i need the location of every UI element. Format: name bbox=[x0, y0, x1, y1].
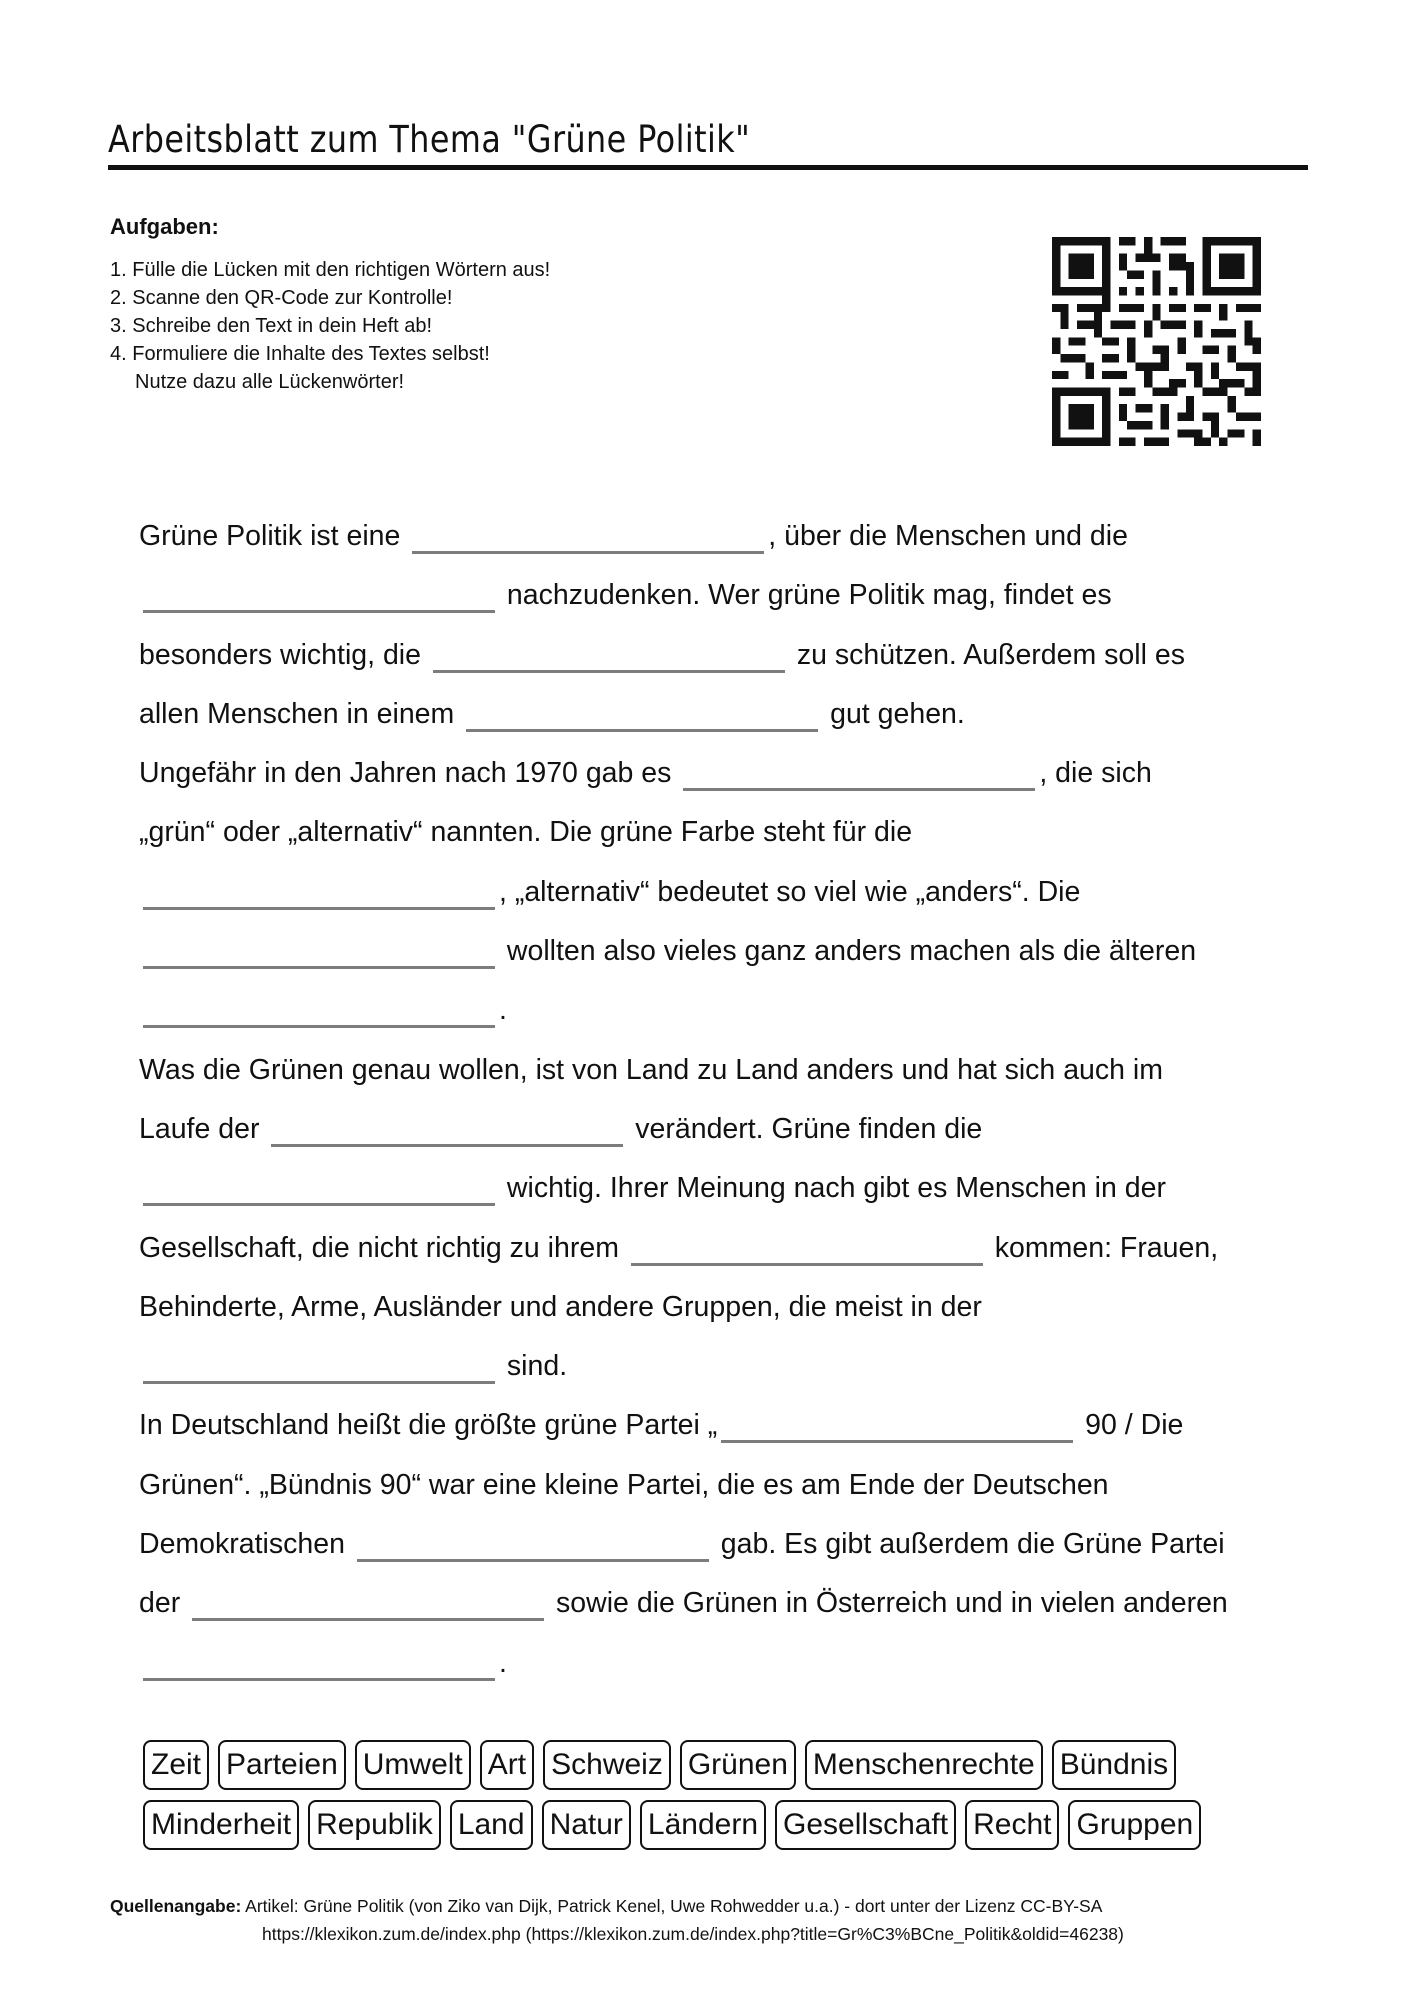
cloze-line bbox=[139, 863, 1319, 922]
blank-field[interactable] bbox=[143, 576, 495, 613]
cloze-line bbox=[139, 1574, 1319, 1633]
blank-field[interactable] bbox=[143, 873, 495, 910]
cloze-text-segment: In Deutschland heißt die größte grüne Partei „ bbox=[139, 1409, 718, 1442]
cloze-text-segment: . bbox=[499, 1646, 507, 1679]
word-chip[interactable]: Minderheit bbox=[143, 1800, 299, 1850]
blank-field[interactable] bbox=[631, 1229, 983, 1266]
cloze-line bbox=[139, 566, 1319, 625]
blank-field[interactable] bbox=[721, 1406, 1073, 1443]
word-chip[interactable]: Gesellschaft bbox=[775, 1800, 956, 1850]
word-bank-row bbox=[143, 1800, 1283, 1850]
word-chip[interactable]: Parteien bbox=[218, 1740, 346, 1790]
task-item-3: 3. Schreibe den Text in dein Heft ab! bbox=[110, 315, 433, 337]
word-chip[interactable]: Schweiz bbox=[543, 1740, 671, 1790]
word-chip[interactable]: Land bbox=[450, 1800, 533, 1850]
word-bank bbox=[143, 1740, 1283, 1860]
cloze-line bbox=[139, 1515, 1319, 1574]
cloze-line bbox=[139, 744, 1319, 803]
cloze-text-segment: allen Menschen in einem bbox=[139, 697, 463, 730]
cloze-text-segment: , über die Menschen und die bbox=[768, 520, 1128, 552]
blank-field[interactable] bbox=[143, 932, 495, 969]
source-text: Artikel: Grüne Politik (von Ziko van Dijk, Patrick Kenel, Uwe Rohwedder u.a.) - dort unter der Lizenz CC-BY-SA bbox=[241, 1896, 1103, 1916]
word-chip[interactable]: Republik bbox=[308, 1800, 441, 1850]
cloze-line bbox=[139, 1396, 1319, 1455]
cloze-line bbox=[139, 1159, 1319, 1218]
cloze-line bbox=[139, 1100, 1319, 1159]
cloze-text-segment: gab. Es gibt außerdem die Grüne Partei bbox=[712, 1528, 1225, 1561]
cloze-text-segment: wichtig. Ihrer Meinung nach gibt es Menschen in der bbox=[499, 1172, 1166, 1205]
word-chip[interactable]: Ländern bbox=[640, 1800, 766, 1850]
cloze-text-segment: der bbox=[139, 1587, 189, 1620]
blank-field[interactable] bbox=[412, 517, 764, 554]
cloze-text-segment: gut gehen. bbox=[822, 697, 965, 730]
word-chip[interactable]: Grünen bbox=[680, 1740, 796, 1790]
task-item-4: 4. Formuliere die Inhalte des Textes selbst! bbox=[110, 343, 490, 365]
blank-field[interactable] bbox=[466, 695, 818, 732]
cloze-text-segment: . bbox=[499, 994, 507, 1027]
cloze-line bbox=[139, 507, 1319, 566]
cloze-text-segment: wollten also vieles ganz anders machen als die älteren bbox=[499, 935, 1197, 968]
cloze-text-segment: 90 / Die bbox=[1077, 1409, 1184, 1442]
cloze-text-segment: Grüne Politik ist eine bbox=[139, 520, 409, 552]
cloze-text-segment: Grünen“. „Bündnis 90“ war eine kleine Partei, die es am Ende der Deutschen bbox=[139, 1468, 1109, 1501]
word-chip[interactable]: Bündnis bbox=[1052, 1740, 1176, 1790]
task-list bbox=[110, 256, 550, 396]
source-url[interactable]: https://klexikon.zum.de/index.php (https://klexikon.zum.de/index.php?title=Gr%C3%BCne_Politik&oldid=46238) bbox=[262, 1924, 1124, 1944]
cloze-text-segment: sowie die Grünen in Österreich und in vielen anderen bbox=[548, 1587, 1228, 1620]
cloze-text-segment: Was die Grünen genau wollen, ist von Land zu Land anders und hat sich auch im bbox=[139, 1053, 1163, 1086]
cloze-line bbox=[139, 1337, 1319, 1396]
qr-code-icon[interactable] bbox=[1052, 237, 1261, 446]
cloze-text-segment: besonders wichtig, die bbox=[139, 638, 429, 671]
cloze-text-segment: sind. bbox=[499, 1350, 568, 1383]
task-item-2: 2. Scanne den QR-Code zur Kontrolle! bbox=[110, 287, 453, 309]
blank-field[interactable] bbox=[357, 1525, 709, 1562]
cloze-line bbox=[139, 1456, 1319, 1515]
cloze-text-segment: kommen: Frauen, bbox=[986, 1231, 1219, 1264]
source-attribution bbox=[110, 1892, 1124, 1948]
cloze-text-segment: Behinderte, Arme, Ausländer und andere Gruppen, die meist in der bbox=[139, 1290, 982, 1323]
cloze-line bbox=[139, 1634, 1319, 1693]
cloze-line bbox=[139, 803, 1319, 862]
tasks-heading: Aufgaben: bbox=[110, 214, 219, 239]
cloze-text-segment: „grün“ oder „alternativ“ nannten. Die grüne Farbe steht für die bbox=[139, 816, 913, 849]
cloze-text-segment: nachzudenken. Wer grüne Politik mag, findet es bbox=[499, 579, 1112, 612]
word-chip[interactable]: Gruppen bbox=[1068, 1800, 1201, 1850]
word-chip[interactable]: Recht bbox=[965, 1800, 1059, 1850]
blank-field[interactable] bbox=[143, 1169, 495, 1206]
word-bank-row bbox=[143, 1740, 1283, 1790]
cloze-line bbox=[139, 626, 1319, 685]
cloze-text-segment: verändert. Grüne finden die bbox=[627, 1112, 983, 1145]
cloze-line bbox=[139, 981, 1319, 1040]
cloze-text bbox=[139, 507, 1319, 1693]
blank-field[interactable] bbox=[143, 1644, 495, 1681]
cloze-text-segment: Ungefähr in den Jahren nach 1970 gab es bbox=[139, 757, 680, 790]
cloze-text-segment: Gesellschaft, die nicht richtig zu ihrem bbox=[139, 1231, 627, 1264]
cloze-line bbox=[139, 1041, 1319, 1100]
cloze-line bbox=[139, 1278, 1319, 1337]
task-item-1: 1. Fülle die Lücken mit den richtigen Wörtern aus! bbox=[110, 259, 551, 281]
cloze-text-segment: , „alternativ“ bedeutet so viel wie „anders“. Die bbox=[499, 875, 1081, 908]
word-chip[interactable]: Umwelt bbox=[355, 1740, 471, 1790]
title-divider bbox=[108, 165, 1308, 170]
blank-field[interactable] bbox=[271, 1110, 623, 1147]
source-label: Quellenangabe: bbox=[110, 1896, 242, 1916]
cloze-line bbox=[139, 922, 1319, 981]
cloze-text-segment: Demokratischen bbox=[139, 1528, 353, 1561]
word-chip[interactable]: Zeit bbox=[143, 1740, 209, 1790]
cloze-text-segment: Laufe der bbox=[139, 1112, 268, 1145]
blank-field[interactable] bbox=[143, 1347, 495, 1384]
word-chip[interactable]: Art bbox=[480, 1740, 534, 1790]
blank-field[interactable] bbox=[192, 1584, 544, 1621]
task-item-4-continued: Nutze dazu alle Lückenwörter! bbox=[135, 371, 405, 393]
page-title: Arbeitsblatt zum Thema "Grüne Politik" bbox=[108, 118, 751, 161]
blank-field[interactable] bbox=[683, 754, 1035, 791]
cloze-text-segment: zu schützen. Außerdem soll es bbox=[788, 638, 1185, 671]
cloze-line bbox=[139, 685, 1319, 744]
cloze-text-segment: , die sich bbox=[1039, 757, 1152, 790]
cloze-line bbox=[139, 1219, 1319, 1278]
word-chip[interactable]: Natur bbox=[542, 1800, 631, 1850]
blank-field[interactable] bbox=[433, 636, 785, 673]
blank-field[interactable] bbox=[143, 991, 495, 1028]
word-chip[interactable]: Menschenrechte bbox=[805, 1740, 1043, 1790]
